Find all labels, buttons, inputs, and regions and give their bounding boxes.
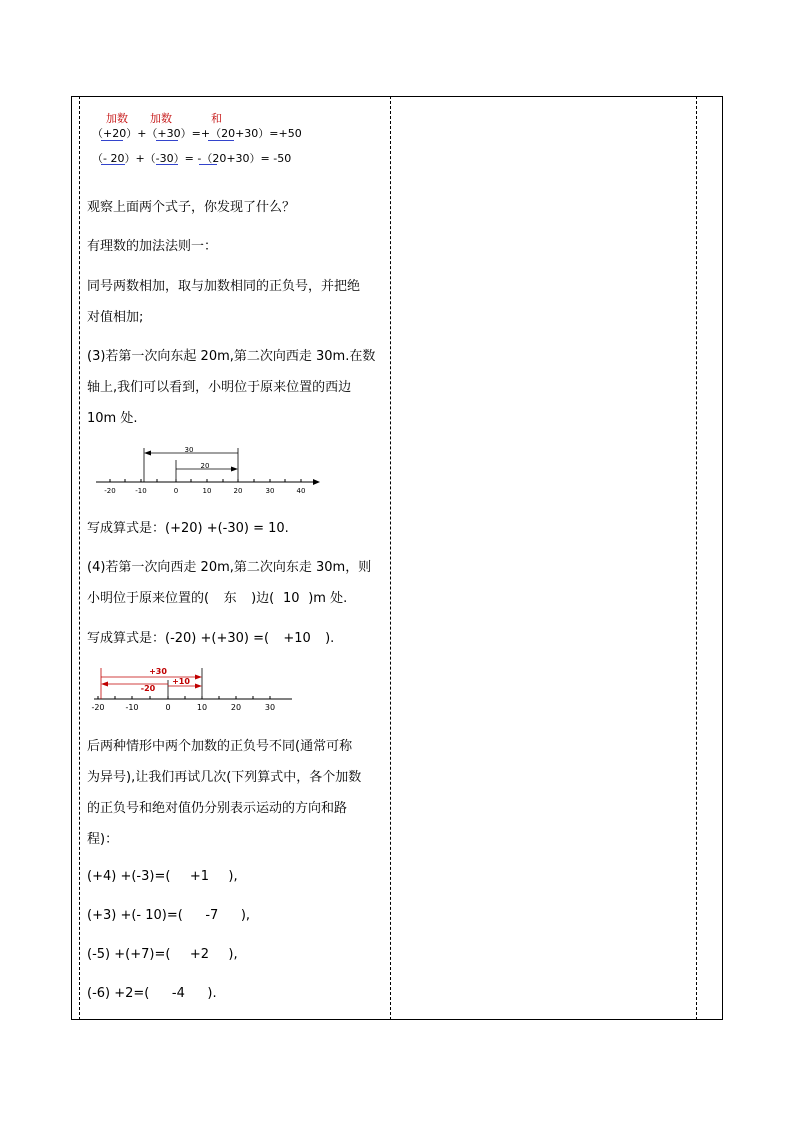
case4-line-2	[87, 587, 347, 606]
exercise-4-post: ).	[207, 986, 217, 1001]
exercise-3-answer: +2	[189, 947, 209, 962]
tick-label-1-0: -20	[104, 487, 116, 495]
underline-sum-neg	[199, 164, 217, 165]
number-line-2	[86, 660, 301, 716]
table-column-divider	[390, 96, 391, 1020]
underline-addend-1	[101, 140, 123, 141]
table-inner-dash-left	[79, 96, 80, 1020]
case3-line-3: 10m 处.	[87, 411, 138, 426]
para-line-4: 程)：	[87, 832, 119, 847]
formula-case4-answer: +10	[283, 631, 311, 646]
underline-addend-neg-2	[156, 164, 178, 165]
observe-question: 观察上面两个式子，你发现了什么？	[87, 200, 296, 215]
formula-case3: 写成算式是：(+20) +(-30) = 10.	[87, 521, 289, 536]
tick-label-1-4: 20	[233, 487, 243, 495]
exercise-1-post: ),	[228, 869, 238, 884]
tick-label-2-2: 0	[165, 703, 171, 712]
case4-line-2-mid: )边(	[251, 591, 275, 606]
exercise-2	[87, 908, 250, 923]
exercise-2-post: ),	[240, 908, 251, 923]
exercise-2-pre: (+3) +(- 10)=(	[87, 908, 183, 923]
tick-label-1-6: 40	[296, 487, 306, 495]
exercise-3-pre: (-5) +(+7)=(	[87, 947, 171, 962]
formula-case4-pre: 写成算式是：(-20) +(+30) =(	[87, 631, 270, 646]
para-line-2: 为异号),让我们再试几次(下列算式中，各个加数	[87, 770, 362, 785]
underline-sum	[208, 140, 234, 141]
tick-label-2-0: -20	[91, 703, 105, 712]
addend-label-2: 加数	[150, 112, 172, 125]
arrow-30-head	[144, 451, 151, 456]
exercise-1-answer: +1	[189, 869, 209, 884]
rule-text-line-2: 对值相加;	[87, 310, 144, 325]
table-border-left	[71, 96, 72, 1020]
underline-addend-neg-1	[101, 164, 125, 165]
tick-label-2-3: 10	[196, 703, 208, 712]
rule-text-line-1: 同号两数相加，取与加数相同的正负号，并把绝	[87, 279, 361, 294]
tick-label-1-1: -10	[135, 487, 147, 495]
case4-answer-direction: 东	[223, 591, 237, 606]
formula-case4	[87, 627, 334, 646]
tick-label-1-2: 0	[173, 487, 179, 495]
exercise-4	[87, 986, 217, 1001]
tick-label-1-5: 30	[265, 487, 275, 495]
exercise-4-pre: (-6) +2=(	[87, 986, 150, 1001]
arrow-plus10-label: +10	[172, 677, 190, 686]
case4-answer-distance: 10	[282, 591, 300, 606]
tick-label-2-4: 20	[230, 703, 242, 712]
arrow-plus10-head	[195, 684, 202, 689]
case3-line-1: (3)若第一次向东起 20m,第二次向西走 30m.在数	[87, 349, 376, 364]
exercise-3	[87, 947, 238, 962]
tick-label-2-5: 30	[264, 703, 276, 712]
para-line-3: 的正负号和绝对值仍分别表示运动的方向和路	[87, 801, 348, 816]
tick-label-2-1: -10	[125, 703, 139, 712]
equation-negative: （- 20）+（-30）= -（20+30）= -50	[92, 152, 292, 165]
tick-label-1-3: 10	[202, 487, 212, 495]
case4-line-2-pre: 小明位于原来位置的(	[87, 591, 210, 606]
arrow-20-head	[231, 467, 238, 472]
exercise-3-post: ),	[228, 947, 238, 962]
arrow-20-label: 20	[200, 462, 210, 470]
underline-addend-2	[156, 140, 178, 141]
exercise-1	[87, 869, 238, 884]
exercise-4-answer: -4	[171, 986, 185, 1001]
exercise-1-pre: (+4) +(-3)=(	[87, 869, 171, 884]
table-inner-dash-right	[696, 96, 697, 1020]
case4-line-1: (4)若第一次向西走 20m,第二次向东走 30m，则	[87, 560, 372, 575]
table-border-right	[722, 96, 723, 1020]
arrow-plus30-label: +30	[149, 667, 167, 676]
case4-line-2-post: )m 处.	[308, 591, 348, 606]
sum-label: 和	[211, 112, 222, 125]
arrow-minus20-head	[101, 682, 108, 687]
equation-positive: （+20）+（+30）=+（20+30）=+50	[92, 127, 302, 140]
arrow-30-label: 30	[184, 446, 194, 454]
para-line-1: 后两种情形中两个加数的正负号不同(通常可称	[87, 739, 353, 754]
rule-title: 有理数的加法法则一：	[87, 239, 218, 254]
arrow-minus20-label: -20	[140, 684, 156, 693]
formula-case4-post: ).	[325, 631, 335, 646]
exercise-2-answer: -7	[205, 908, 219, 923]
addend-label-1: 加数	[106, 112, 128, 125]
arrow-plus30-head	[195, 675, 202, 680]
case3-line-2: 轴上,我们可以看到，小明位于原来位置的西边	[87, 380, 352, 395]
axis-arrow-1	[313, 479, 320, 485]
number-line-1	[90, 440, 330, 500]
